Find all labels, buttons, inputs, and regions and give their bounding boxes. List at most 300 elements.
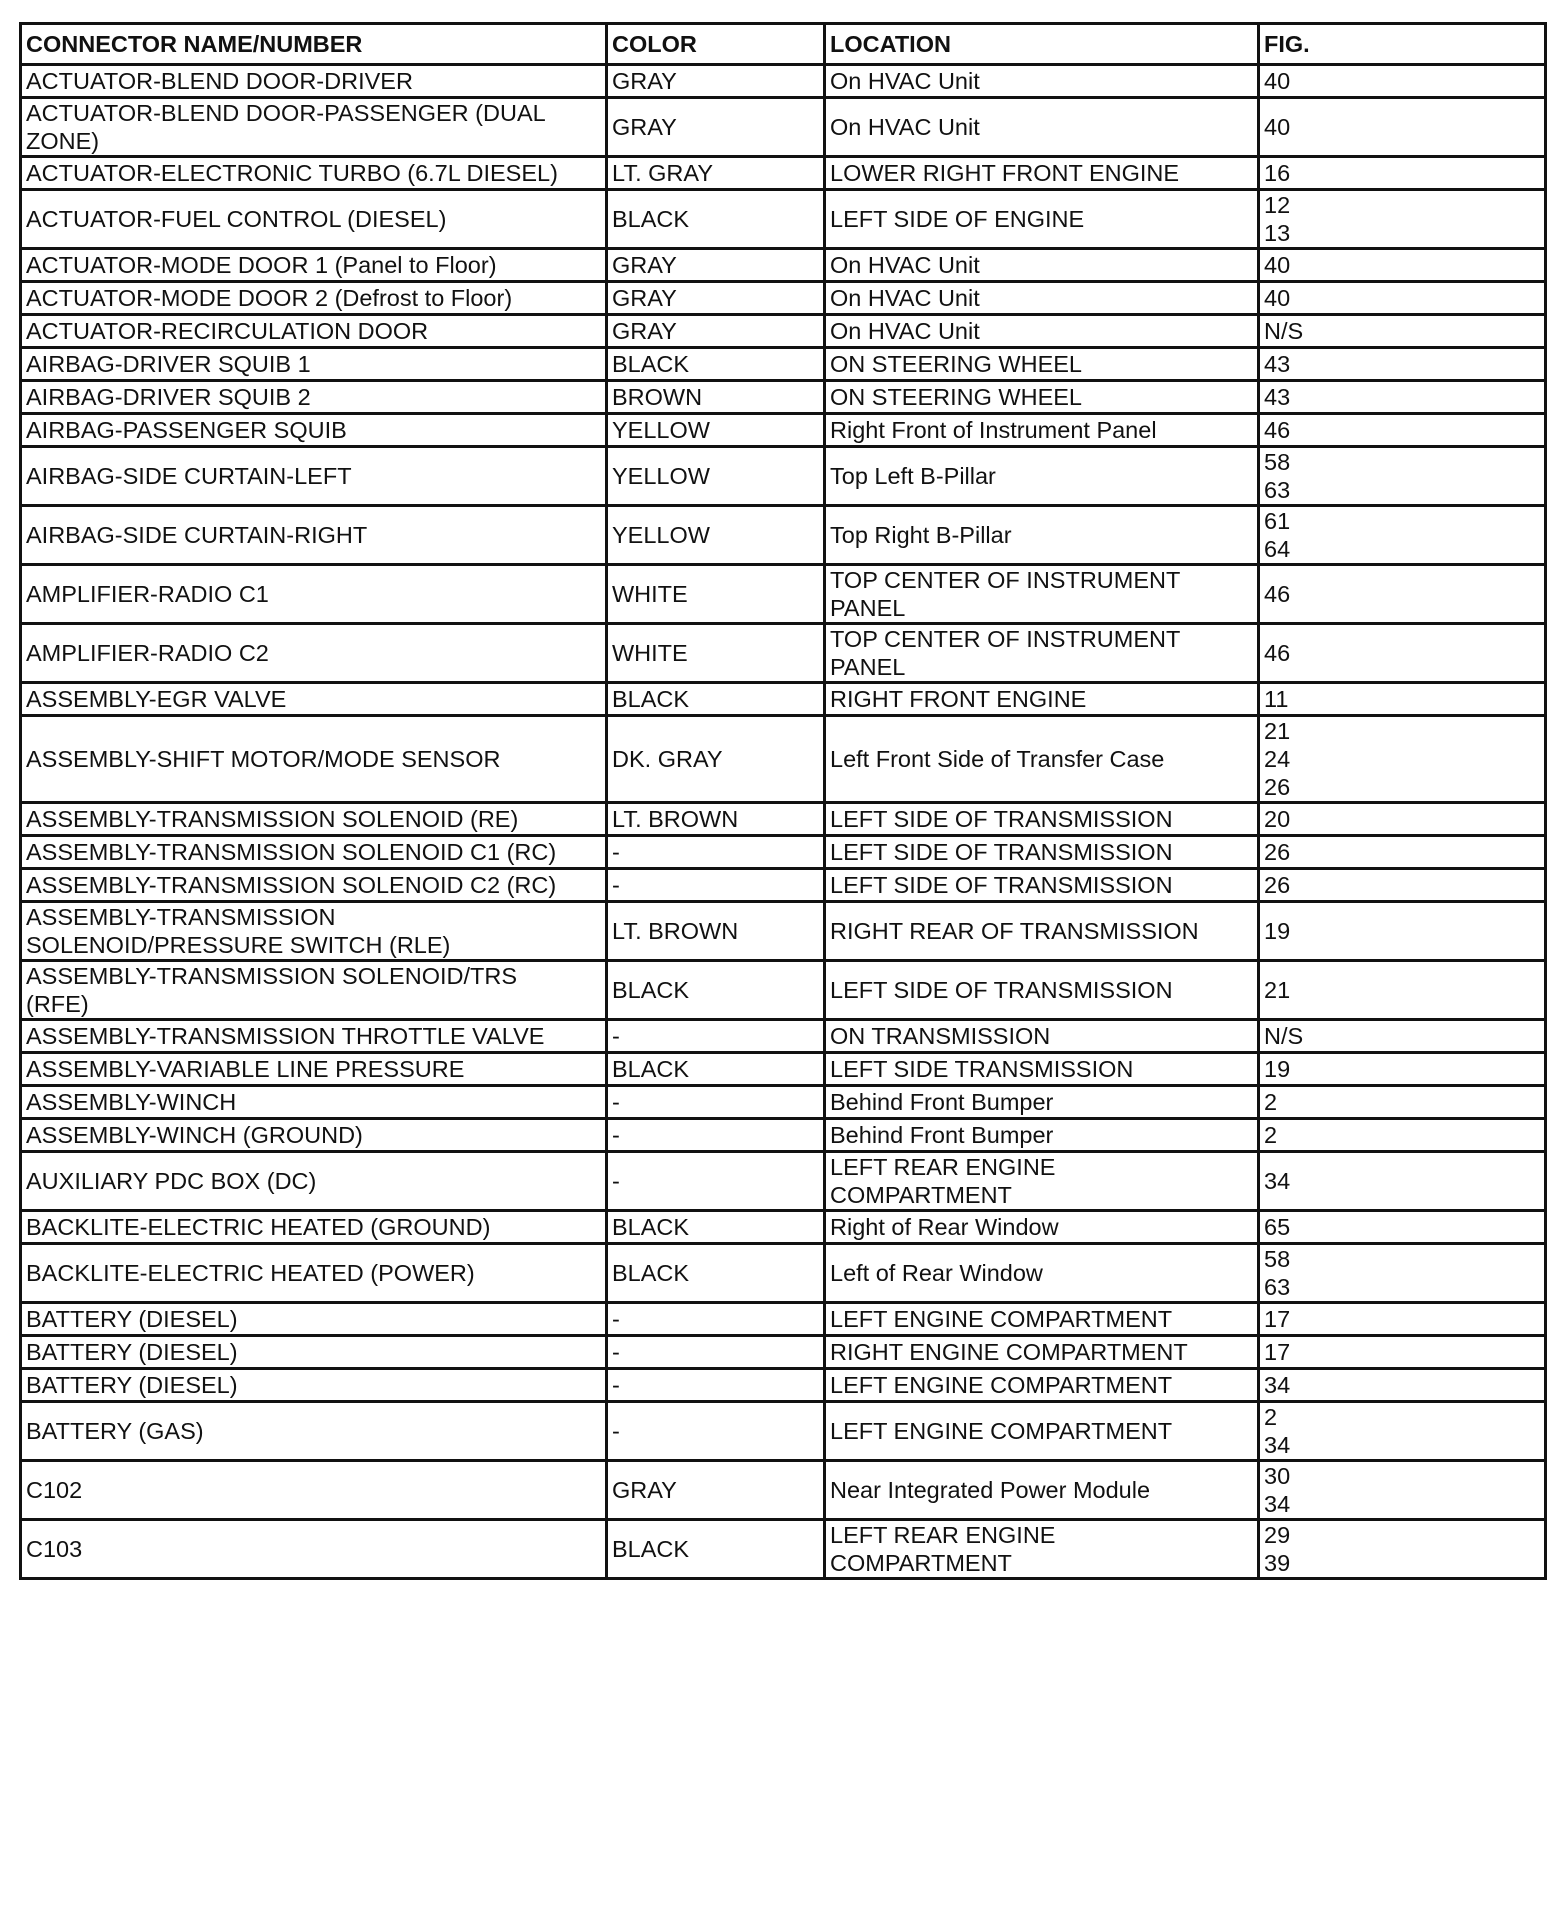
cell-connector-name-text: ASSEMBLY-VARIABLE LINE PRESSURE — [26, 1056, 465, 1082]
cell-connector-name — [21, 1152, 607, 1211]
cell-fig-text: 21 24 26 — [1264, 718, 1291, 800]
cell-color-text: BROWN — [612, 384, 703, 410]
table-row — [21, 65, 1546, 98]
cell-location — [825, 1244, 1259, 1303]
cell-connector-name — [21, 902, 607, 961]
cell-fig — [1259, 1152, 1546, 1211]
cell-connector-name — [21, 1402, 607, 1461]
cell-color-text: LT. BROWN — [612, 806, 739, 832]
cell-color — [607, 716, 825, 803]
cell-fig — [1259, 1369, 1546, 1402]
table-row — [21, 803, 1546, 836]
cell-fig — [1259, 190, 1546, 249]
cell-connector-name-text: BATTERY (GAS) — [26, 1418, 204, 1444]
cell-connector-name — [21, 961, 607, 1020]
cell-connector-name-text: BACKLITE-ELECTRIC HEATED (GROUND) — [26, 1214, 491, 1240]
cell-fig — [1259, 1119, 1546, 1152]
cell-connector-name-text: ASSEMBLY-WINCH — [26, 1089, 237, 1115]
cell-location-text: LEFT SIDE OF TRANSMISSION — [830, 839, 1173, 865]
cell-color-text: YELLOW — [612, 463, 710, 489]
cell-location — [825, 381, 1259, 414]
table-row — [21, 961, 1546, 1020]
cell-fig — [1259, 1520, 1546, 1579]
cell-connector-name-text: ACTUATOR-MODE DOOR 1 (Panel to Floor) — [26, 252, 497, 278]
cell-connector-name-text: ASSEMBLY-TRANSMISSION SOLENOID C2 (RC) — [26, 872, 557, 898]
cell-fig-text: 19 — [1264, 918, 1291, 944]
cell-fig-text: 34 — [1264, 1168, 1291, 1194]
cell-color-text: - — [612, 839, 620, 865]
cell-location-text: RIGHT REAR OF TRANSMISSION — [830, 918, 1199, 944]
table-row — [21, 565, 1546, 624]
cell-location — [825, 1461, 1259, 1520]
table-row — [21, 98, 1546, 157]
cell-location — [825, 1303, 1259, 1336]
cell-connector-name — [21, 157, 607, 190]
table-row — [21, 381, 1546, 414]
cell-connector-name — [21, 1053, 607, 1086]
cell-location-text: Top Right B-Pillar — [830, 522, 1012, 548]
cell-location-text: Right of Rear Window — [830, 1214, 1059, 1240]
cell-color — [607, 98, 825, 157]
cell-location — [825, 1369, 1259, 1402]
cell-connector-name — [21, 624, 607, 683]
cell-location-text: ON STEERING WHEEL — [830, 351, 1083, 377]
cell-color — [607, 65, 825, 98]
cell-location — [825, 565, 1259, 624]
cell-fig — [1259, 1086, 1546, 1119]
cell-color-text: BLACK — [612, 351, 690, 377]
cell-connector-name-text: ACTUATOR-FUEL CONTROL (DIESEL) — [26, 206, 447, 232]
cell-connector-name-text: BATTERY (DIESEL) — [26, 1372, 238, 1398]
cell-connector-name — [21, 1369, 607, 1402]
cell-connector-name — [21, 249, 607, 282]
table-header — [21, 24, 1546, 65]
cell-color-text: GRAY — [612, 252, 677, 278]
cell-connector-name — [21, 1020, 607, 1053]
cell-color — [607, 565, 825, 624]
cell-fig — [1259, 624, 1546, 683]
cell-color-text: BLACK — [612, 686, 690, 712]
table-row — [21, 447, 1546, 506]
cell-connector-name-text: AIRBAG-PASSENGER SQUIB — [26, 417, 347, 443]
cell-connector-name — [21, 1086, 607, 1119]
cell-location — [825, 902, 1259, 961]
cell-color — [607, 624, 825, 683]
cell-location — [825, 1152, 1259, 1211]
cell-color-text: - — [612, 1089, 620, 1115]
cell-fig-text: 30 34 — [1264, 1463, 1291, 1517]
cell-color-text: WHITE — [612, 640, 688, 666]
cell-fig-text: 29 39 — [1264, 1522, 1291, 1576]
cell-connector-name-text: ACTUATOR-MODE DOOR 2 (Defrost to Floor) — [26, 285, 513, 311]
cell-location-text: LEFT SIDE OF ENGINE — [830, 206, 1085, 232]
cell-color — [607, 961, 825, 1020]
cell-color-text: - — [612, 1168, 620, 1194]
cell-color-text: WHITE — [612, 581, 688, 607]
connector-table — [19, 22, 1547, 1580]
cell-location — [825, 315, 1259, 348]
table-row — [21, 1303, 1546, 1336]
cell-location-text: Right Front of Instrument Panel — [830, 417, 1157, 443]
cell-fig-text: 43 — [1264, 351, 1291, 377]
cell-location — [825, 869, 1259, 902]
cell-connector-name — [21, 414, 607, 447]
cell-color — [607, 1086, 825, 1119]
header-location: LOCATION — [825, 24, 1259, 65]
cell-fig-text: 19 — [1264, 1056, 1291, 1082]
cell-connector-name — [21, 190, 607, 249]
cell-location-text: Left Front Side of Transfer Case — [830, 746, 1165, 772]
cell-color — [607, 1369, 825, 1402]
cell-fig-text: 40 — [1264, 285, 1291, 311]
cell-connector-name-text: ACTUATOR-BLEND DOOR-PASSENGER (DUAL ZONE) — [26, 100, 546, 154]
cell-fig — [1259, 414, 1546, 447]
cell-location — [825, 414, 1259, 447]
cell-connector-name-text: BACKLITE-ELECTRIC HEATED (POWER) — [26, 1260, 475, 1286]
cell-connector-name — [21, 803, 607, 836]
table-row — [21, 190, 1546, 249]
cell-color — [607, 348, 825, 381]
cell-connector-name-text: C103 — [26, 1536, 83, 1562]
cell-connector-name — [21, 1461, 607, 1520]
cell-fig — [1259, 315, 1546, 348]
cell-connector-name-text: ASSEMBLY-TRANSMISSION THROTTLE VALVE — [26, 1023, 545, 1049]
table-row — [21, 836, 1546, 869]
cell-location — [825, 1086, 1259, 1119]
cell-fig — [1259, 348, 1546, 381]
cell-connector-name — [21, 98, 607, 157]
cell-location-text: LEFT ENGINE COMPARTMENT — [830, 1306, 1173, 1332]
cell-connector-name-text: ACTUATOR-BLEND DOOR-DRIVER — [26, 68, 413, 94]
cell-connector-name — [21, 683, 607, 716]
cell-color — [607, 1336, 825, 1369]
cell-color — [607, 683, 825, 716]
table-row — [21, 506, 1546, 565]
cell-connector-name — [21, 282, 607, 315]
cell-location-text: RIGHT FRONT ENGINE — [830, 686, 1087, 712]
cell-location-text: Behind Front Bumper — [830, 1089, 1054, 1115]
cell-connector-name-text: AUXILIARY PDC BOX (DC) — [26, 1168, 317, 1194]
table-row — [21, 1402, 1546, 1461]
cell-location — [825, 1520, 1259, 1579]
cell-color — [607, 869, 825, 902]
cell-location-text: LEFT SIDE OF TRANSMISSION — [830, 872, 1173, 898]
cell-location-text: LEFT REAR ENGINE COMPARTMENT — [830, 1522, 1056, 1576]
connector-table-sheet — [19, 22, 1544, 1580]
cell-color — [607, 1211, 825, 1244]
table-row — [21, 683, 1546, 716]
cell-connector-name-text: ASSEMBLY-SHIFT MOTOR/MODE SENSOR — [26, 746, 501, 772]
table-row — [21, 1053, 1546, 1086]
cell-fig-text: 2 34 — [1264, 1404, 1291, 1458]
table-row — [21, 414, 1546, 447]
cell-location — [825, 506, 1259, 565]
cell-connector-name-text: BATTERY (DIESEL) — [26, 1339, 238, 1365]
table-row — [21, 1119, 1546, 1152]
cell-connector-name-text: ASSEMBLY-TRANSMISSION SOLENOID/TRS (RFE) — [26, 963, 517, 1017]
cell-connector-name-text: ASSEMBLY-TRANSMISSION SOLENOID C1 (RC) — [26, 839, 557, 865]
cell-color — [607, 1402, 825, 1461]
cell-fig — [1259, 1303, 1546, 1336]
cell-color-text: - — [612, 1339, 620, 1365]
cell-fig — [1259, 249, 1546, 282]
cell-connector-name — [21, 565, 607, 624]
cell-color-text: - — [612, 1023, 620, 1049]
table-row — [21, 1211, 1546, 1244]
cell-color-text: BLACK — [612, 1214, 690, 1240]
cell-connector-name — [21, 1244, 607, 1303]
cell-color — [607, 447, 825, 506]
cell-color-text: - — [612, 1372, 620, 1398]
cell-connector-name-text: AMPLIFIER-RADIO C2 — [26, 640, 269, 666]
cell-color — [607, 803, 825, 836]
cell-location-text: LOWER RIGHT FRONT ENGINE — [830, 160, 1180, 186]
cell-connector-name — [21, 1303, 607, 1336]
cell-fig-text: 40 — [1264, 68, 1291, 94]
cell-fig — [1259, 1336, 1546, 1369]
table-row — [21, 249, 1546, 282]
cell-location — [825, 157, 1259, 190]
cell-location — [825, 1119, 1259, 1152]
cell-fig-text: N/S — [1264, 1023, 1304, 1049]
header-row — [21, 24, 1546, 65]
cell-location-text: LEFT SIDE OF TRANSMISSION — [830, 977, 1173, 1003]
cell-color-text: - — [612, 1306, 620, 1332]
cell-location — [825, 1053, 1259, 1086]
cell-color-text: LT. GRAY — [612, 160, 713, 186]
cell-color-text: BLACK — [612, 1536, 690, 1562]
cell-color-text: LT. BROWN — [612, 918, 739, 944]
cell-color-text: DK. GRAY — [612, 746, 723, 772]
cell-fig-text: 12 13 — [1264, 192, 1291, 246]
cell-location-text: On HVAC Unit — [830, 114, 980, 140]
cell-color-text: YELLOW — [612, 522, 710, 548]
table-row — [21, 1461, 1546, 1520]
cell-fig-text: 46 — [1264, 581, 1291, 607]
cell-location-text: Behind Front Bumper — [830, 1122, 1054, 1148]
cell-color — [607, 902, 825, 961]
cell-connector-name — [21, 836, 607, 869]
cell-connector-name — [21, 1119, 607, 1152]
cell-color-text: BLACK — [612, 206, 690, 232]
cell-location-text: On HVAC Unit — [830, 318, 980, 344]
cell-color — [607, 315, 825, 348]
cell-color — [607, 506, 825, 565]
cell-fig-text: 17 — [1264, 1306, 1291, 1332]
table-row — [21, 1520, 1546, 1579]
cell-fig — [1259, 1053, 1546, 1086]
cell-color-text: GRAY — [612, 68, 677, 94]
header-fig: FIG. — [1259, 24, 1546, 65]
table-row — [21, 716, 1546, 803]
cell-fig — [1259, 1244, 1546, 1303]
table-row — [21, 1152, 1546, 1211]
cell-fig — [1259, 157, 1546, 190]
cell-location — [825, 348, 1259, 381]
cell-connector-name — [21, 506, 607, 565]
cell-location — [825, 961, 1259, 1020]
cell-fig-text: 43 — [1264, 384, 1291, 410]
cell-color-text: GRAY — [612, 318, 677, 344]
cell-color-text: BLACK — [612, 1260, 690, 1286]
cell-color — [607, 836, 825, 869]
cell-connector-name-text: AMPLIFIER-RADIO C1 — [26, 581, 269, 607]
cell-fig-text: 65 — [1264, 1214, 1291, 1240]
cell-connector-name — [21, 381, 607, 414]
cell-location-text: On HVAC Unit — [830, 285, 980, 311]
cell-location — [825, 65, 1259, 98]
cell-connector-name-text: AIRBAG-SIDE CURTAIN-RIGHT — [26, 522, 368, 548]
cell-color-text: - — [612, 872, 620, 898]
cell-location — [825, 1402, 1259, 1461]
cell-fig-text: 61 64 — [1264, 508, 1291, 562]
cell-connector-name — [21, 1211, 607, 1244]
cell-connector-name-text: ASSEMBLY-EGR VALVE — [26, 686, 287, 712]
cell-fig — [1259, 902, 1546, 961]
cell-fig-text: 21 — [1264, 977, 1291, 1003]
cell-location — [825, 282, 1259, 315]
cell-location-text: ON STEERING WHEEL — [830, 384, 1083, 410]
cell-fig-text: 26 — [1264, 872, 1291, 898]
table-row — [21, 157, 1546, 190]
cell-connector-name-text: AIRBAG-DRIVER SQUIB 1 — [26, 351, 311, 377]
cell-fig-text: 2 — [1264, 1089, 1278, 1115]
cell-fig-text: 20 — [1264, 806, 1291, 832]
cell-color — [607, 249, 825, 282]
cell-fig — [1259, 1020, 1546, 1053]
cell-location — [825, 803, 1259, 836]
cell-location — [825, 98, 1259, 157]
cell-color — [607, 1119, 825, 1152]
cell-fig — [1259, 869, 1546, 902]
cell-fig — [1259, 803, 1546, 836]
cell-fig — [1259, 961, 1546, 1020]
header-color: COLOR — [607, 24, 825, 65]
table-row — [21, 1086, 1546, 1119]
cell-fig — [1259, 1211, 1546, 1244]
cell-fig — [1259, 1402, 1546, 1461]
cell-color — [607, 1152, 825, 1211]
cell-fig-text: 40 — [1264, 252, 1291, 278]
cell-connector-name-text: AIRBAG-DRIVER SQUIB 2 — [26, 384, 311, 410]
table-row — [21, 1020, 1546, 1053]
cell-connector-name — [21, 869, 607, 902]
cell-color — [607, 282, 825, 315]
cell-fig — [1259, 506, 1546, 565]
cell-connector-name — [21, 716, 607, 803]
cell-fig-text: 34 — [1264, 1372, 1291, 1398]
header-connector-name: CONNECTOR NAME/NUMBER — [21, 24, 607, 65]
cell-connector-name-text: C102 — [26, 1477, 83, 1503]
cell-fig — [1259, 836, 1546, 869]
cell-color-text: GRAY — [612, 1477, 677, 1503]
cell-connector-name-text: BATTERY (DIESEL) — [26, 1306, 238, 1332]
cell-location-text: Left of Rear Window — [830, 1260, 1043, 1286]
cell-color — [607, 381, 825, 414]
cell-connector-name — [21, 1520, 607, 1579]
cell-location-text: On HVAC Unit — [830, 252, 980, 278]
cell-fig-text: 46 — [1264, 417, 1291, 443]
cell-color — [607, 1520, 825, 1579]
cell-color — [607, 414, 825, 447]
cell-color — [607, 1020, 825, 1053]
cell-connector-name-text: ASSEMBLY-WINCH (GROUND) — [26, 1122, 363, 1148]
cell-location — [825, 190, 1259, 249]
cell-fig-text: 40 — [1264, 114, 1291, 140]
cell-location-text: LEFT ENGINE COMPARTMENT — [830, 1418, 1173, 1444]
cell-fig — [1259, 98, 1546, 157]
cell-fig — [1259, 282, 1546, 315]
cell-color-text: BLACK — [612, 1056, 690, 1082]
cell-color-text: - — [612, 1418, 620, 1444]
table-row — [21, 1244, 1546, 1303]
cell-location-text: TOP CENTER OF INSTRUMENT PANEL — [830, 626, 1181, 680]
cell-color-text: GRAY — [612, 114, 677, 140]
cell-fig — [1259, 381, 1546, 414]
table-row — [21, 315, 1546, 348]
cell-color-text: - — [612, 1122, 620, 1148]
cell-connector-name-text: ACTUATOR-ELECTRONIC TURBO (6.7L DIESEL) — [26, 160, 558, 186]
cell-color — [607, 1303, 825, 1336]
cell-fig — [1259, 447, 1546, 506]
cell-location — [825, 1336, 1259, 1369]
cell-location — [825, 1211, 1259, 1244]
cell-fig-text: 46 — [1264, 640, 1291, 666]
cell-fig — [1259, 683, 1546, 716]
cell-location-text: LEFT SIDE TRANSMISSION — [830, 1056, 1134, 1082]
cell-fig — [1259, 716, 1546, 803]
cell-connector-name — [21, 447, 607, 506]
cell-fig-text: 58 63 — [1264, 449, 1291, 503]
cell-fig-text: 2 — [1264, 1122, 1278, 1148]
cell-color-text: YELLOW — [612, 417, 710, 443]
cell-location — [825, 249, 1259, 282]
cell-location-text: LEFT ENGINE COMPARTMENT — [830, 1372, 1173, 1398]
cell-color — [607, 1244, 825, 1303]
cell-fig-text: 58 63 — [1264, 1246, 1291, 1300]
table-row — [21, 902, 1546, 961]
table-row — [21, 624, 1546, 683]
table-row — [21, 1336, 1546, 1369]
cell-connector-name-text: ASSEMBLY-TRANSMISSION SOLENOID (RE) — [26, 806, 519, 832]
cell-fig-text: N/S — [1264, 318, 1304, 344]
cell-fig-text: 11 — [1264, 686, 1289, 712]
cell-location-text: TOP CENTER OF INSTRUMENT PANEL — [830, 567, 1181, 621]
cell-fig — [1259, 565, 1546, 624]
cell-location — [825, 447, 1259, 506]
cell-color — [607, 190, 825, 249]
table-row — [21, 282, 1546, 315]
cell-location-text: ON TRANSMISSION — [830, 1023, 1051, 1049]
cell-color-text: BLACK — [612, 977, 690, 1003]
cell-connector-name-text: AIRBAG-SIDE CURTAIN-LEFT — [26, 463, 352, 489]
cell-connector-name-text: ACTUATOR-RECIRCULATION DOOR — [26, 318, 429, 344]
cell-location — [825, 683, 1259, 716]
table-body — [21, 65, 1546, 1579]
cell-location — [825, 624, 1259, 683]
cell-connector-name — [21, 315, 607, 348]
cell-connector-name — [21, 65, 607, 98]
cell-color — [607, 1053, 825, 1086]
table-row — [21, 869, 1546, 902]
cell-location-text: On HVAC Unit — [830, 68, 980, 94]
table-row — [21, 348, 1546, 381]
cell-fig-text: 17 — [1264, 1339, 1291, 1365]
cell-location-text: Top Left B-Pillar — [830, 463, 996, 489]
cell-fig — [1259, 1461, 1546, 1520]
cell-connector-name-text: ASSEMBLY-TRANSMISSION SOLENOID/PRESSURE SWITCH (RLE) — [26, 904, 451, 958]
cell-location — [825, 716, 1259, 803]
